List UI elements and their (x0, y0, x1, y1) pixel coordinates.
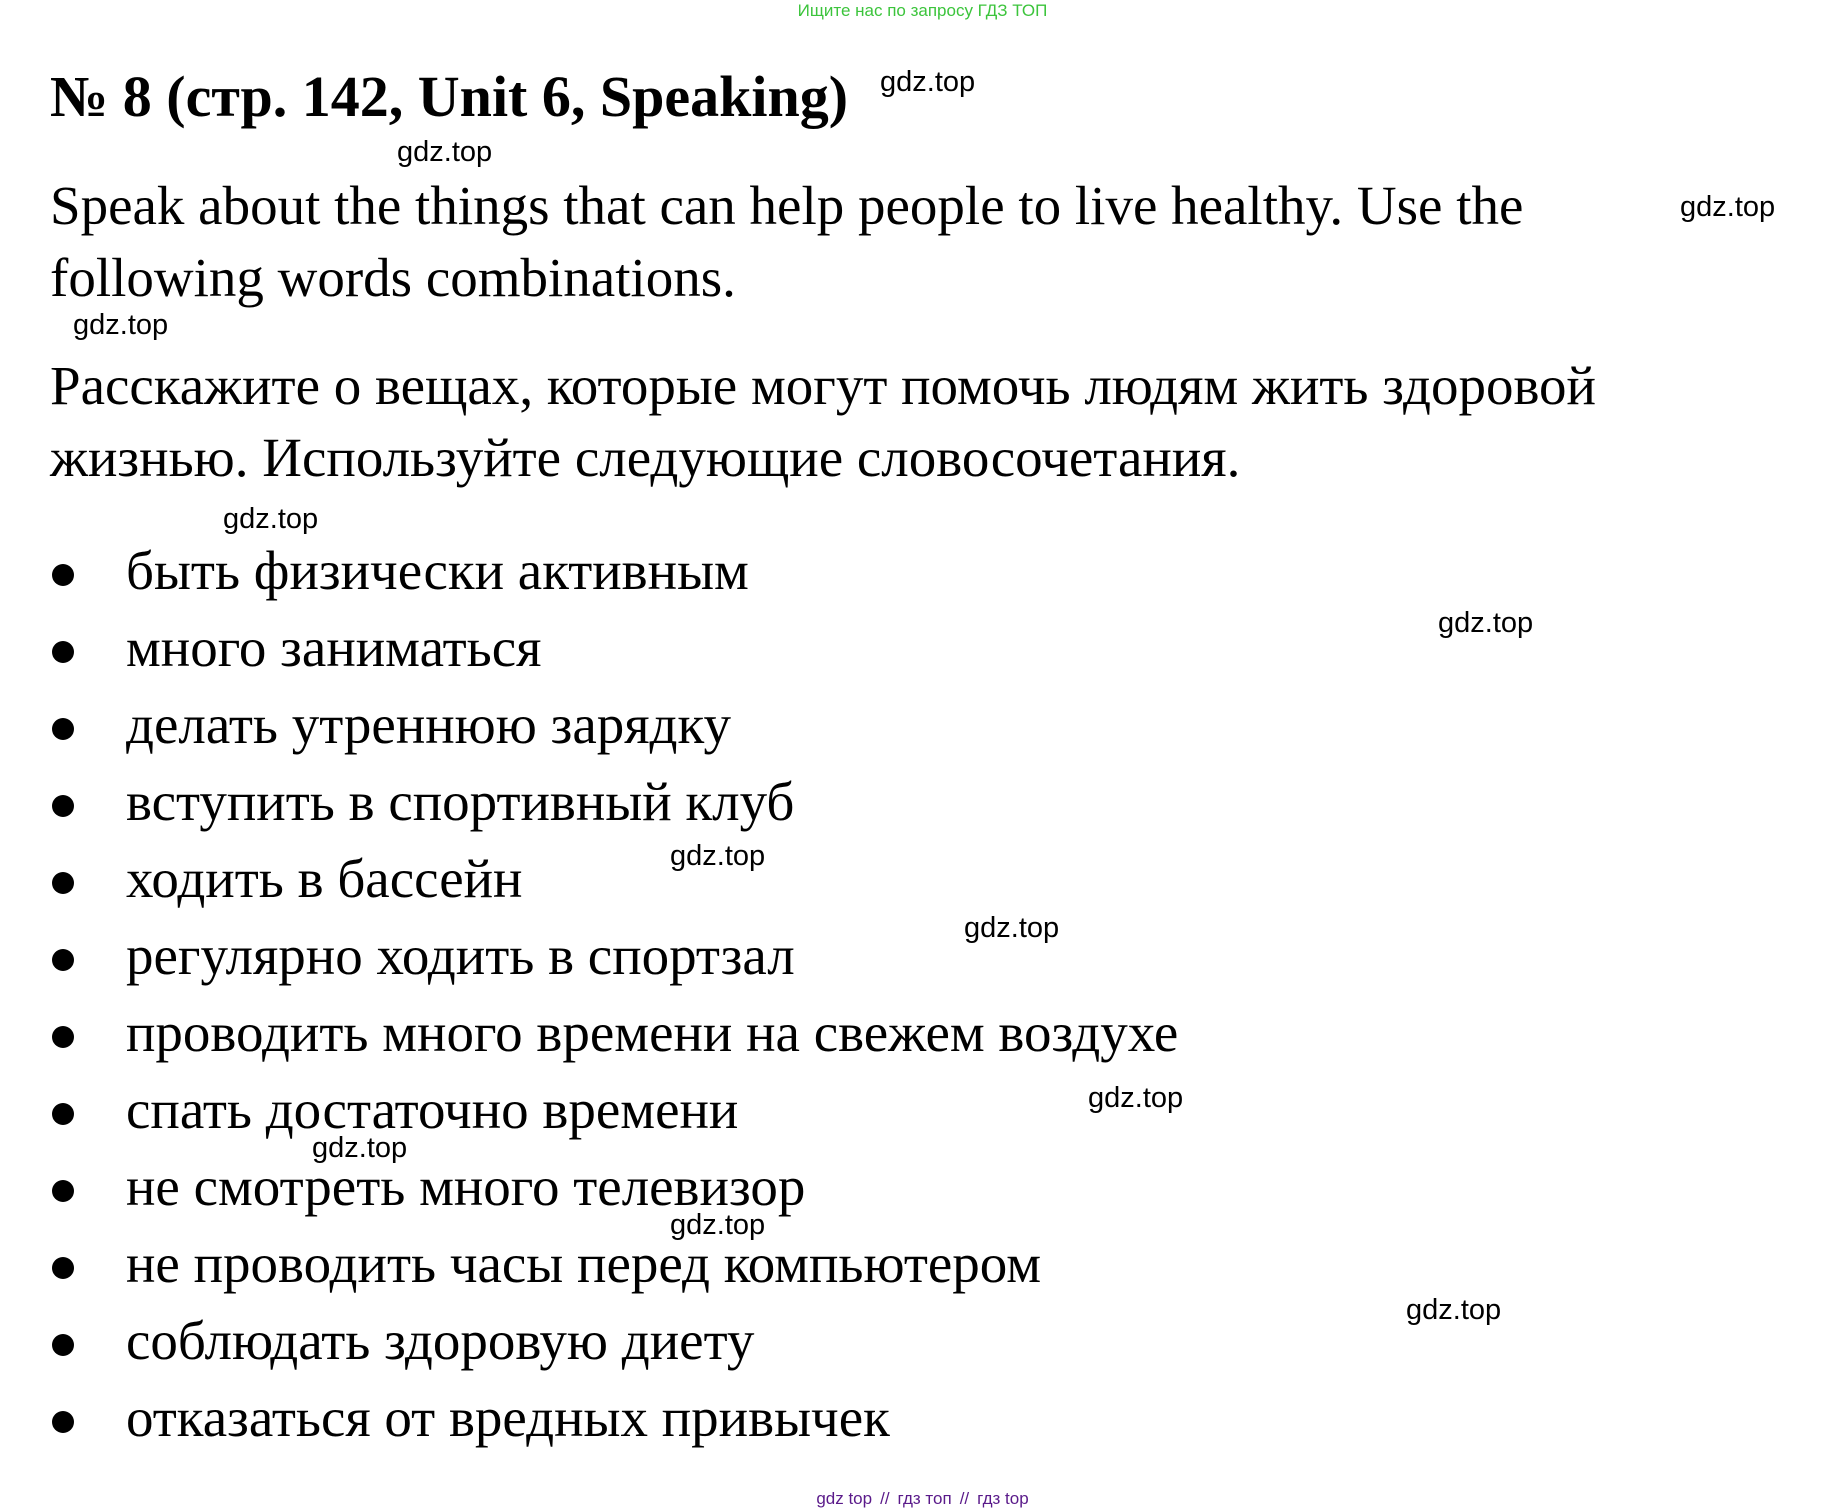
watermark: gdz.top (1438, 607, 1534, 639)
task-russian-line-1: Расскажите о вещах, которые могут помочь людям жить здоровой (50, 355, 1596, 416)
task-russian-line-2: жизнью. Используйте следующие словосочетания. (50, 427, 1241, 488)
watermark: gdz.top (312, 1132, 408, 1164)
bullet-icon (52, 1026, 74, 1048)
footer-link[interactable]: гдз top (977, 1489, 1029, 1508)
watermark: gdz.top (1088, 1082, 1184, 1114)
watermark: gdz.top (670, 840, 766, 872)
footer-links (0, 1488, 1845, 1510)
bullet-icon (52, 564, 74, 586)
list-item-text: делать утреннюю зарядку (126, 694, 731, 755)
footer-separator: // (880, 1489, 890, 1508)
task-english-line-1: Speak about the things that can help people to live healthy. Use the (50, 175, 1524, 236)
list-item-text: отказаться от вредных привычек (126, 1387, 890, 1448)
watermark: gdz.top (670, 1209, 766, 1241)
task-english (50, 170, 1523, 314)
watermark: gdz.top (397, 136, 493, 168)
top-banner[interactable]: Ищите нас по запросу ГДЗ ТОП (797, 1, 1048, 20)
footer-link[interactable]: gdz top (816, 1489, 873, 1508)
task-english-line-2: following words combinations. (50, 247, 736, 308)
list-item-text: ходить в бассейн (126, 848, 523, 909)
footer-separator: // (959, 1489, 970, 1508)
bullet-icon (52, 1411, 74, 1433)
bullet-icon (52, 1334, 74, 1356)
bullet-icon (52, 718, 74, 740)
list-item-text: много заниматься (126, 617, 542, 678)
watermark: gdz.top (223, 503, 319, 535)
watermark: gdz.top (1680, 191, 1776, 223)
bullet-icon (52, 1103, 74, 1125)
bullet-icon (52, 1257, 74, 1279)
list-item-text: не смотреть много телевизор (126, 1156, 806, 1217)
watermark: gdz.top (73, 309, 169, 341)
bullet-icon (52, 872, 74, 894)
list-item-text: вступить в спортивный клуб (126, 771, 795, 832)
task-russian (50, 350, 1596, 494)
bullet-icon (52, 1180, 74, 1202)
bullet-icon (52, 795, 74, 817)
list-item-text: соблюдать здоровую диету (126, 1310, 755, 1371)
footer-link[interactable]: гдз топ (897, 1489, 952, 1508)
list-item-text: не проводить часы перед компьютером (126, 1233, 1042, 1294)
watermark: gdz.top (964, 912, 1060, 944)
watermark: gdz.top (1406, 1294, 1502, 1326)
list-item-text: регулярно ходить в спортзал (126, 925, 795, 986)
list-item-text: быть физически активным (126, 540, 749, 601)
bullet-icon (52, 641, 74, 663)
bullet-icon (52, 949, 74, 971)
list-item-text: спать достаточно времени (126, 1079, 739, 1140)
exercise-title: № 8 (стр. 142, Unit 6, Speaking) (50, 64, 849, 129)
watermark: gdz.top (880, 66, 976, 98)
list-item-text: проводить много времени на свежем воздухе (126, 1002, 1179, 1063)
